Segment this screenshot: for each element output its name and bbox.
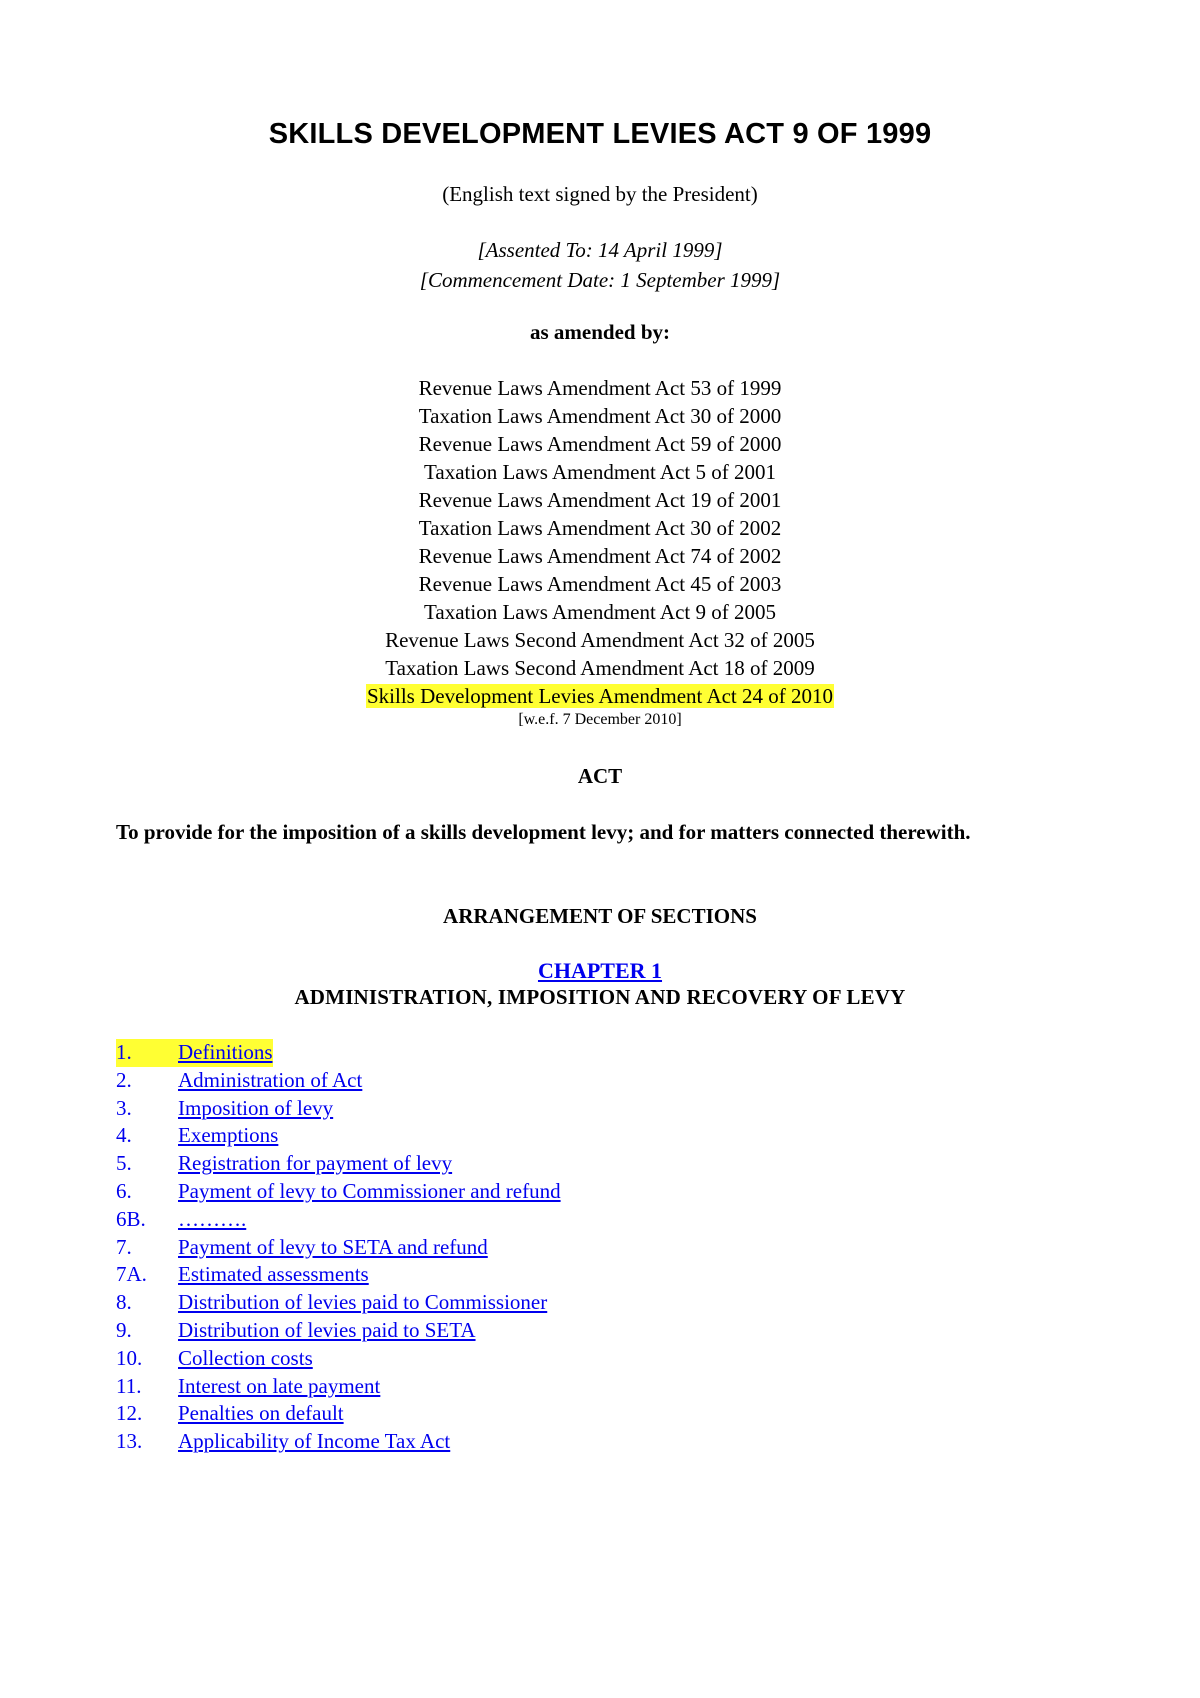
amendment-text: Skills Development Levies Amendment Act 24 of 2010 bbox=[366, 684, 834, 708]
amendment-item bbox=[0, 654, 1200, 682]
section-title: ………. bbox=[178, 1206, 247, 1231]
section-link[interactable] bbox=[116, 1206, 246, 1234]
section-number: 12. bbox=[116, 1401, 143, 1426]
section-title: Applicability of Income Tax Act bbox=[178, 1429, 451, 1454]
section-number: 10. bbox=[116, 1345, 143, 1370]
section-title: Collection costs bbox=[178, 1345, 313, 1370]
amendment-text: Revenue Laws Amendment Act 59 of 2000 bbox=[418, 432, 782, 456]
amendment-item bbox=[0, 458, 1200, 486]
section-title: Interest on late payment bbox=[178, 1373, 381, 1398]
section-title: Exemptions bbox=[178, 1123, 279, 1148]
amendment-item bbox=[0, 402, 1200, 430]
section-item bbox=[116, 1289, 561, 1317]
assented-date: [Assented To: 14 April 1999] bbox=[477, 238, 723, 262]
amendment-item bbox=[0, 514, 1200, 542]
section-item bbox=[116, 1039, 561, 1067]
section-number: 6. bbox=[116, 1178, 132, 1203]
section-number: 1. bbox=[116, 1040, 132, 1064]
amendment-item bbox=[0, 486, 1200, 514]
amendment-text: Taxation Laws Second Amendment Act 18 of 2009 bbox=[385, 656, 815, 680]
section-link[interactable] bbox=[116, 1095, 333, 1123]
section-item bbox=[116, 1067, 561, 1095]
section-link[interactable] bbox=[116, 1345, 313, 1373]
amendment-item bbox=[0, 570, 1200, 598]
chapter-heading: ADMINISTRATION, IMPOSITION AND RECOVERY OF LEVY bbox=[294, 985, 906, 1009]
section-title: Estimated assessments bbox=[178, 1262, 369, 1287]
arrangement-heading: ARRANGEMENT OF SECTIONS bbox=[443, 904, 757, 928]
section-link[interactable] bbox=[116, 1067, 362, 1095]
amendment-item bbox=[0, 430, 1200, 458]
section-title: Registration for payment of levy bbox=[178, 1151, 453, 1176]
sections-list bbox=[116, 1039, 561, 1456]
section-title: Administration of Act bbox=[178, 1067, 363, 1092]
section-number: 5. bbox=[116, 1151, 132, 1176]
section-link[interactable] bbox=[116, 1373, 380, 1401]
section-number: 8. bbox=[116, 1290, 132, 1315]
section-item bbox=[116, 1206, 561, 1234]
section-title: Payment of levy to SETA and refund bbox=[178, 1234, 488, 1259]
section-link[interactable] bbox=[116, 1400, 344, 1428]
amendment-text: Revenue Laws Amendment Act 19 of 2001 bbox=[418, 488, 782, 512]
section-title: Payment of levy to Commissioner and refund bbox=[178, 1178, 561, 1203]
wef-note: [w.e.f. 7 December 2010] bbox=[518, 711, 682, 728]
section-number: 9. bbox=[116, 1317, 132, 1342]
section-title: Imposition of levy bbox=[178, 1095, 334, 1120]
section-title: Distribution of levies paid to Commissioner bbox=[178, 1290, 548, 1315]
amendment-text: Taxation Laws Amendment Act 5 of 2001 bbox=[424, 460, 776, 484]
section-title: Penalties on default bbox=[178, 1401, 344, 1426]
section-link[interactable] bbox=[116, 1178, 561, 1206]
amendment-text: Taxation Laws Amendment Act 30 of 2002 bbox=[418, 516, 782, 540]
document-title: SKILLS DEVELOPMENT LEVIES ACT 9 OF 1999 bbox=[268, 118, 932, 150]
section-item bbox=[116, 1234, 561, 1262]
section-item bbox=[116, 1428, 561, 1456]
amendment-text: Revenue Laws Amendment Act 53 of 1999 bbox=[418, 376, 782, 400]
section-number: 7. bbox=[116, 1234, 132, 1259]
amendment-list bbox=[0, 374, 1200, 710]
section-item bbox=[116, 1317, 561, 1345]
section-item bbox=[116, 1373, 561, 1401]
amendment-text: Revenue Laws Second Amendment Act 32 of 2005 bbox=[385, 628, 815, 652]
amendment-item bbox=[0, 542, 1200, 570]
section-link[interactable] bbox=[116, 1039, 273, 1067]
amendment-item bbox=[0, 598, 1200, 626]
section-link[interactable] bbox=[116, 1122, 278, 1150]
amended-by-label: as amended by: bbox=[529, 320, 671, 344]
section-number: 6B. bbox=[116, 1206, 146, 1231]
section-number: 7A. bbox=[116, 1262, 147, 1287]
amendment-item bbox=[0, 682, 1200, 710]
section-link[interactable] bbox=[116, 1261, 369, 1289]
section-item bbox=[116, 1150, 561, 1178]
section-item bbox=[116, 1345, 561, 1373]
amendment-text: Taxation Laws Amendment Act 30 of 2000 bbox=[418, 404, 782, 428]
amendment-text: Revenue Laws Amendment Act 45 of 2003 bbox=[418, 572, 782, 596]
section-number: 3. bbox=[116, 1095, 132, 1120]
section-number: 4. bbox=[116, 1123, 132, 1148]
amendment-text: Revenue Laws Amendment Act 74 of 2002 bbox=[418, 544, 782, 568]
section-number: 11. bbox=[116, 1373, 142, 1398]
long-title: To provide for the imposition of a skills development levy; and for matters connected therewith. bbox=[116, 820, 971, 844]
section-link[interactable] bbox=[116, 1150, 452, 1178]
amendment-text: Taxation Laws Amendment Act 9 of 2005 bbox=[424, 600, 776, 624]
section-link[interactable] bbox=[116, 1234, 488, 1262]
section-link[interactable] bbox=[116, 1317, 476, 1345]
section-title: Definitions bbox=[178, 1040, 273, 1064]
commencement-date: [Commencement Date: 1 September 1999] bbox=[419, 268, 781, 292]
section-link[interactable] bbox=[116, 1428, 450, 1456]
section-item bbox=[116, 1178, 561, 1206]
section-item bbox=[116, 1261, 561, 1289]
amendment-item bbox=[0, 374, 1200, 402]
amendment-item bbox=[0, 626, 1200, 654]
section-number: 13. bbox=[116, 1429, 143, 1454]
section-item bbox=[116, 1400, 561, 1428]
section-item bbox=[116, 1095, 561, 1123]
section-number: 2. bbox=[116, 1067, 132, 1092]
section-link[interactable] bbox=[116, 1289, 547, 1317]
chapter-1-link-wrap bbox=[0, 958, 1200, 984]
section-item bbox=[116, 1122, 561, 1150]
section-title: Distribution of levies paid to SETA bbox=[178, 1317, 476, 1342]
chapter-1-link[interactable]: CHAPTER 1 bbox=[537, 958, 663, 983]
assent-block bbox=[0, 235, 1200, 295]
act-label: ACT bbox=[577, 764, 623, 788]
signature-note: (English text signed by the President) bbox=[442, 182, 758, 206]
